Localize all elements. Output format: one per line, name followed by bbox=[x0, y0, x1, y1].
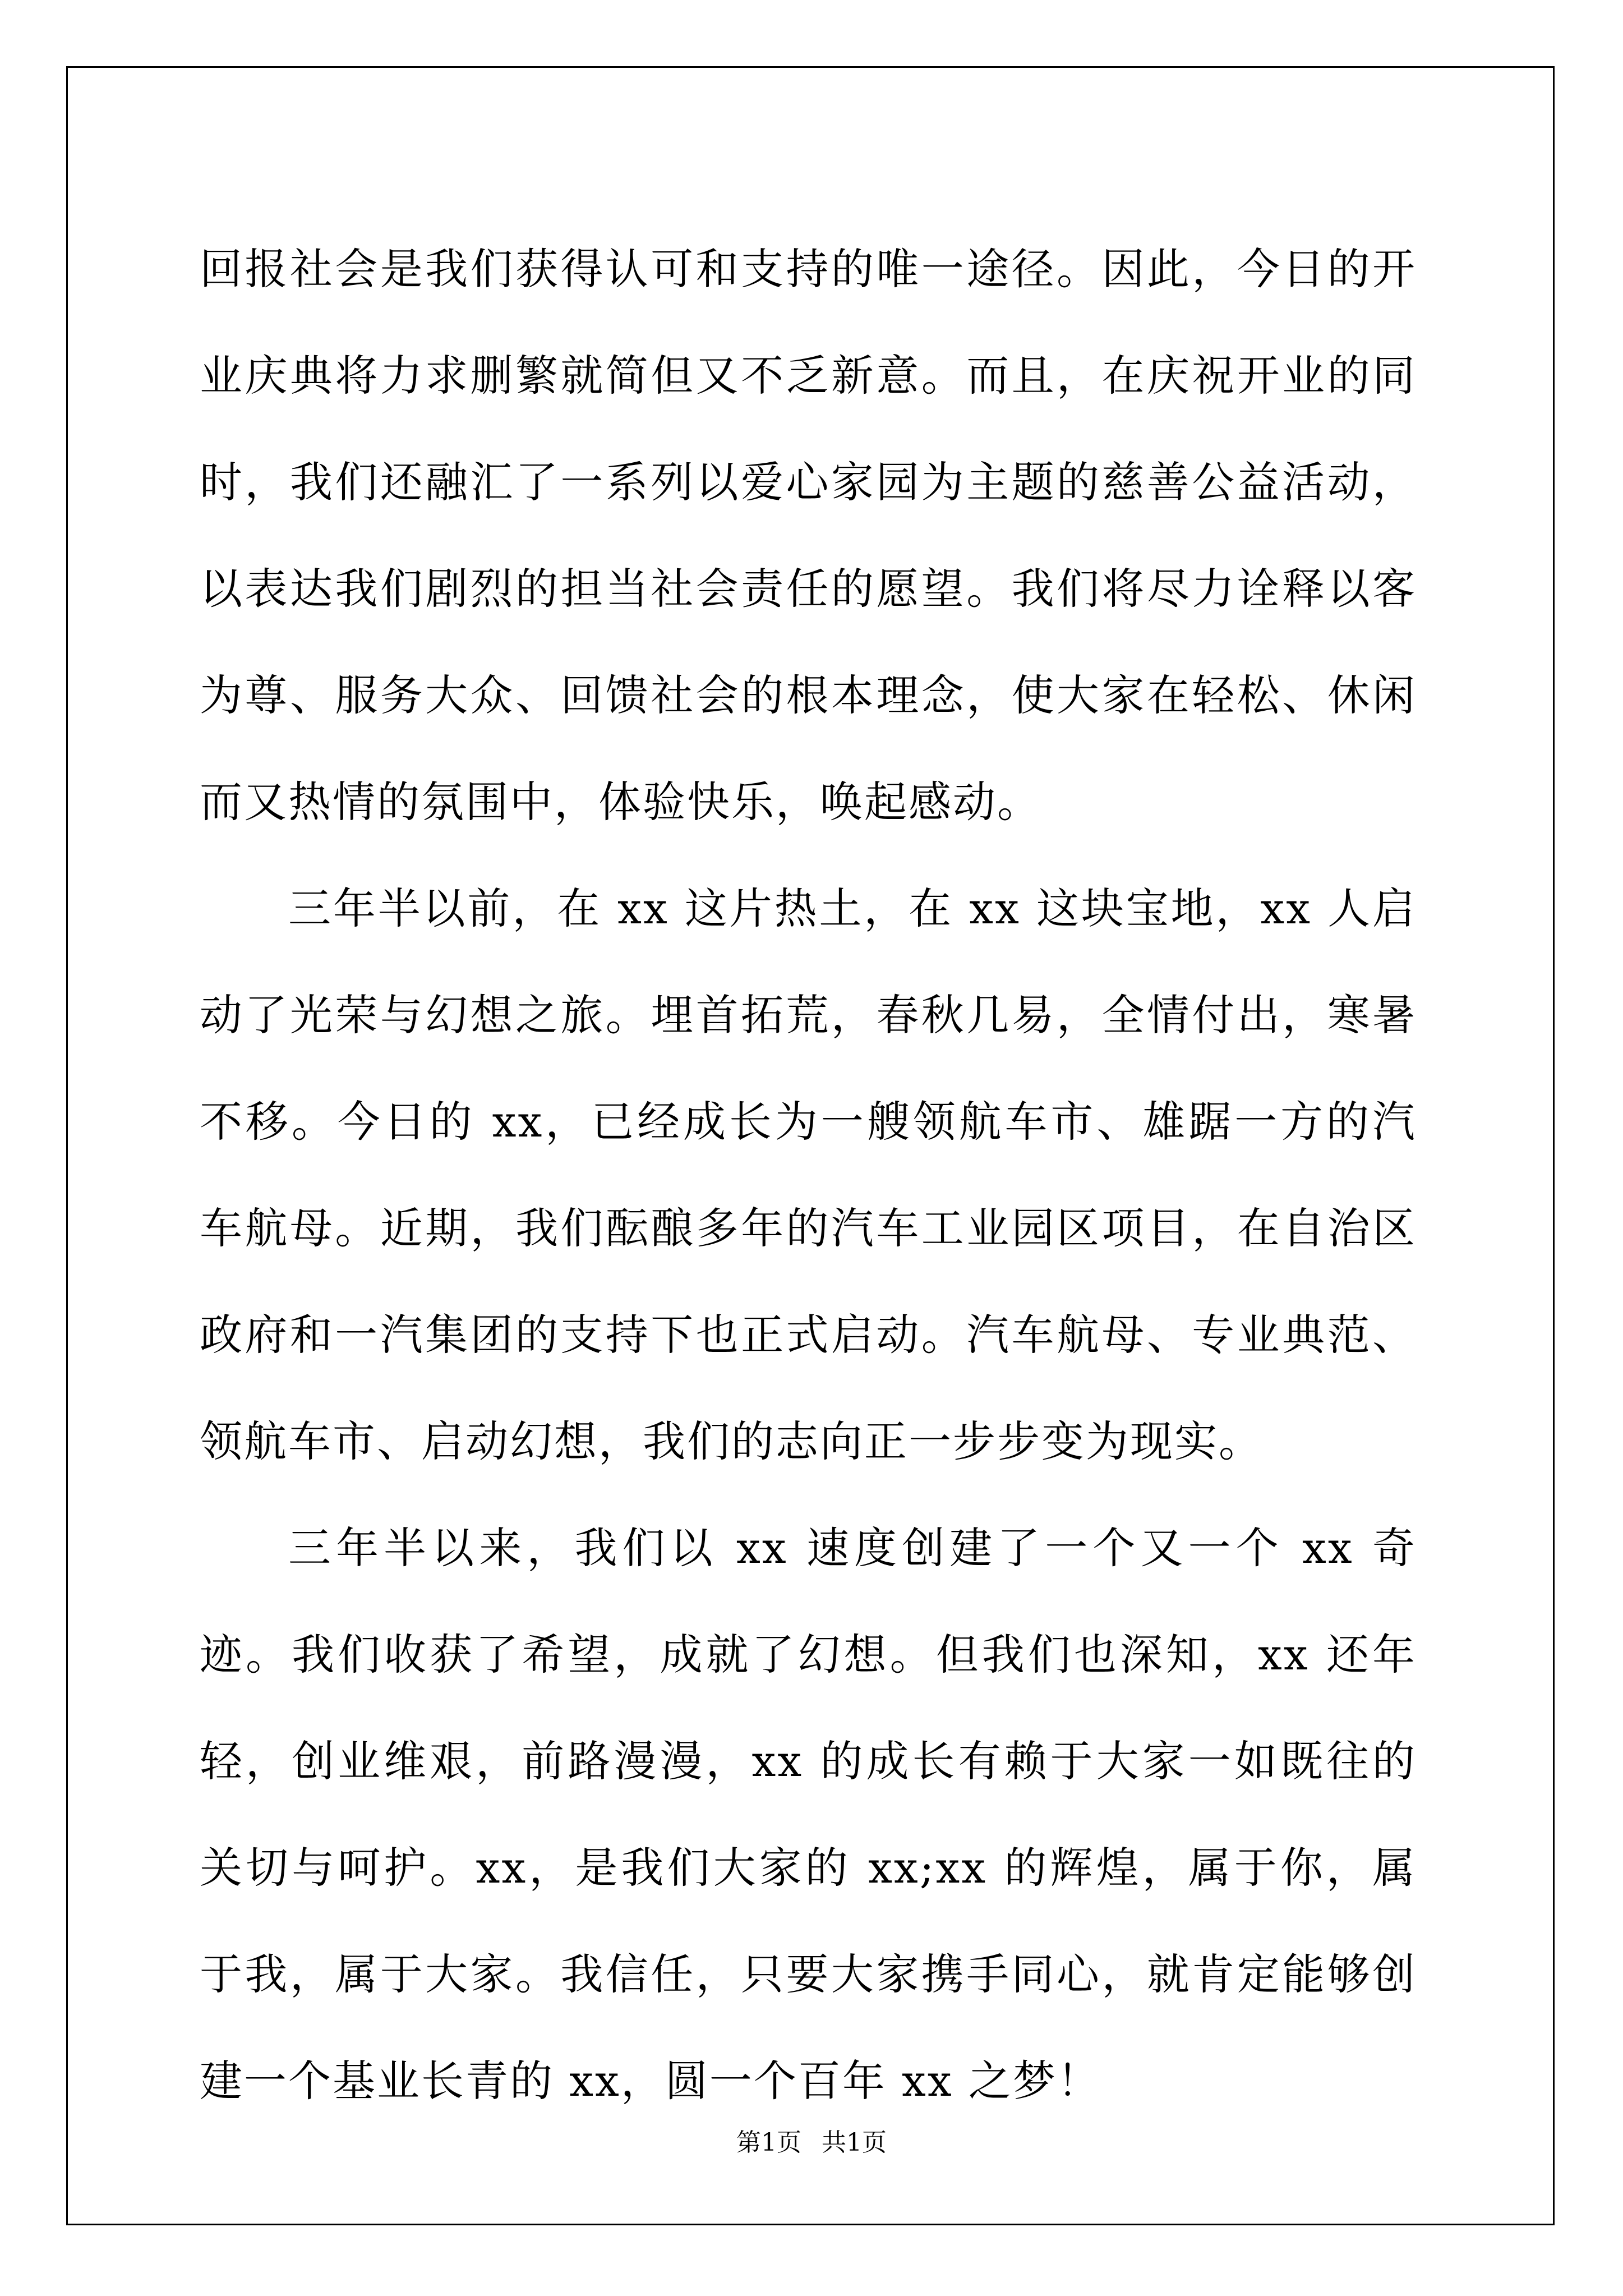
page-number: 第1页 bbox=[736, 2128, 801, 2157]
paragraph-3: 三年半以来，我们以 xx 速度创建了一个又一个 xx 奇迹。我们收获了希望，成就了幻想。但我们也深知，xx 还年轻，创业维艰，前路漫漫，xx 的成长有赖于大家一如既往的关切与呵护。xx，是我们大家的 xx;xx 的辉煌，属于你，属于我，属于大家。我信任，只要大家携手同心，就肯定能够创建一个基业长青的 xx，圆一个百年 xx 之梦！ bbox=[200, 1523, 1417, 2106]
page-total: 共1页 bbox=[822, 2128, 887, 2157]
document-body bbox=[200, 216, 1417, 2134]
paragraph-1: 回报社会是我们获得认可和支持的唯一途径。因此，今日的开业庆典将力求删繁就简但又不乏新意。而且，在庆祝开业的同时，我们还融汇了一系列以爱心家园为主题的慈善公益活动，以表达我们剧烈的担当社会责任的愿望。我们将尽力诠释以客为尊、服务大众、回馈社会的根本理念，使大家在轻松、休闲而又热情的氛围中，体验快乐，唤起感动。 bbox=[200, 244, 1417, 827]
paragraph-2: 三年半以前，在 xx 这片热土，在 xx 这块宝地，xx 人启动了光荣与幻想之旅。埋首拓荒，春秋几易，全情付出，寒暑不移。今日的 xx，已经成长为一艘领航车市、雄踞一方的汽车航母。近期，我们酝酿多年的汽车工业园区项目，在自治区政府和一汽集团的支持下也正式启动。汽车航母、专业典范、领航车市、启动幻想，我们的志向正一步步变为现实。 bbox=[200, 884, 1417, 1466]
page-footer bbox=[0, 2126, 1623, 2160]
